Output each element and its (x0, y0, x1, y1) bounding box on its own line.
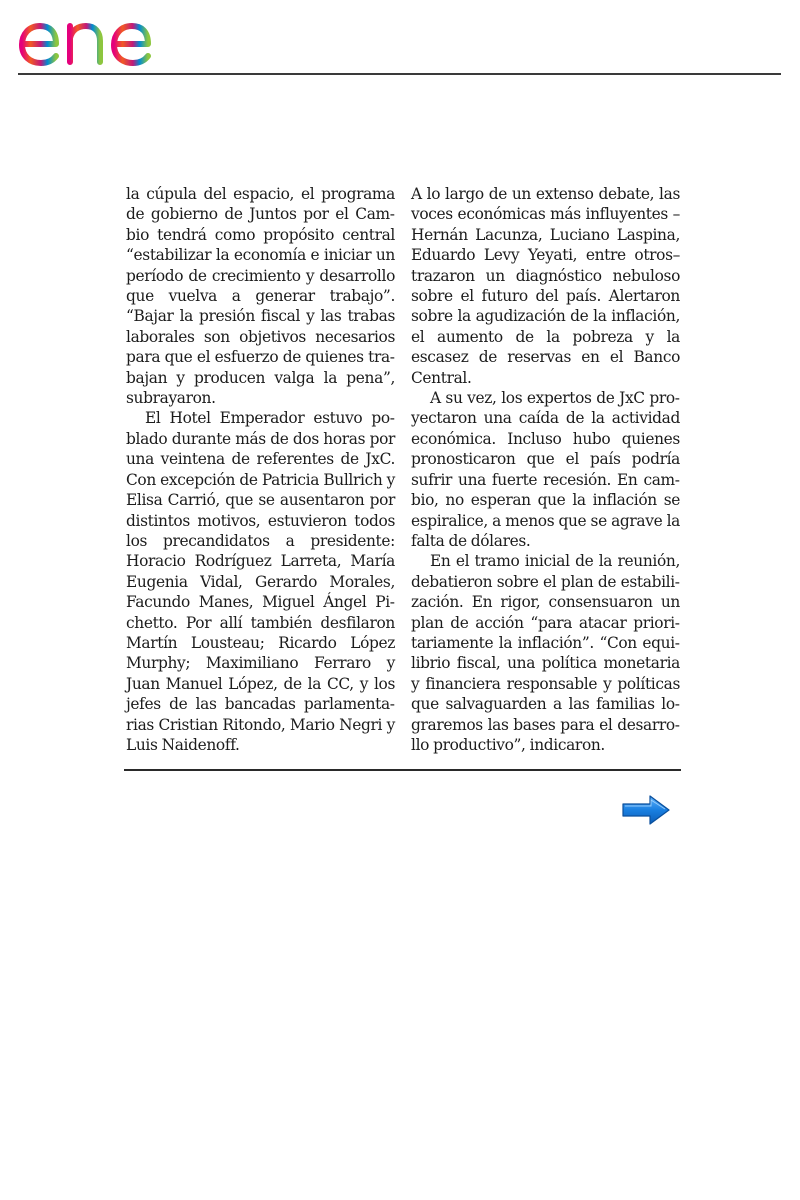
paragraph: En el tramo inicial de la reunión, debatieron sobre el plan de estabilización. En rigor, consensuaron un plan de acción “para atacar prioritariamente la inflación”. “Con equilibrio fiscal, una política monetaria y financiera responsable y políticas que salvaguarden a las familias lograremos las bases para el desarrollo productivo”, indicaron. (411, 552, 680, 754)
article-column-right (411, 184, 680, 755)
paragraph: A su vez, los expertos de JxC proyectaron una caída de la actividad económica. Incluso hubo quienes pronosticaron que el país podría sufrir una fuerte recesión. En cambio, no esperan que la inflación se espiralice, a menos que se agrave la falta de dólares. (411, 389, 680, 550)
article-divider (124, 769, 681, 771)
arrow-right-icon (620, 793, 672, 827)
header-divider (18, 73, 781, 75)
enel-logo-graphic (18, 4, 183, 68)
next-page-button[interactable] (620, 793, 672, 827)
paragraph: A lo largo de un extenso debate, las voces económicas más influyentes –Hernán Lacunza, Luciano Laspina, Eduardo Levy Yeyati, entre otros– trazaron un diagnóstico nebuloso sobre el futuro del país. Alertaron sobre la agudización de la inflación, el aumento de la pobreza y la escasez de reservas en el Banco Central. (411, 185, 680, 387)
paragraph: El Hotel Emperador estuvo poblado durante más de dos horas por una veintena de referentes de JxC. Con excepción de Patricia Bullrich y Elisa Carrió, que se ausentaron por distintos motivos, estuvieron todos los precandidatos a presidente: Horacio Rodríguez Larreta, María Eugenia Vidal, Gerardo Morales, Facundo Manes, Miguel Ángel Pichetto. Por allí también desfilaron Martín Lousteau; Ricardo López Murphy; Maximiliano Ferraro y Juan Manuel López, de la CC, y los jefes de las bancadas parlamentarias Cristian Ritondo, Mario Negri y Luis Naidenoff. (126, 409, 395, 754)
paragraph: la cúpula del espacio, el programa de gobierno de Juntos por el Cambio tendrá como propósito central “estabilizar la economía e iniciar un período de crecimiento y desarrollo que vuelva a generar trabajo”. “Bajar la presión fiscal y las trabas laborales son objetivos necesarios para que el esfuerzo de quienes trabajan y producen valga la pena”, subrayaron. (126, 185, 395, 408)
article-column-left (126, 184, 395, 755)
enel-logo (18, 4, 183, 68)
